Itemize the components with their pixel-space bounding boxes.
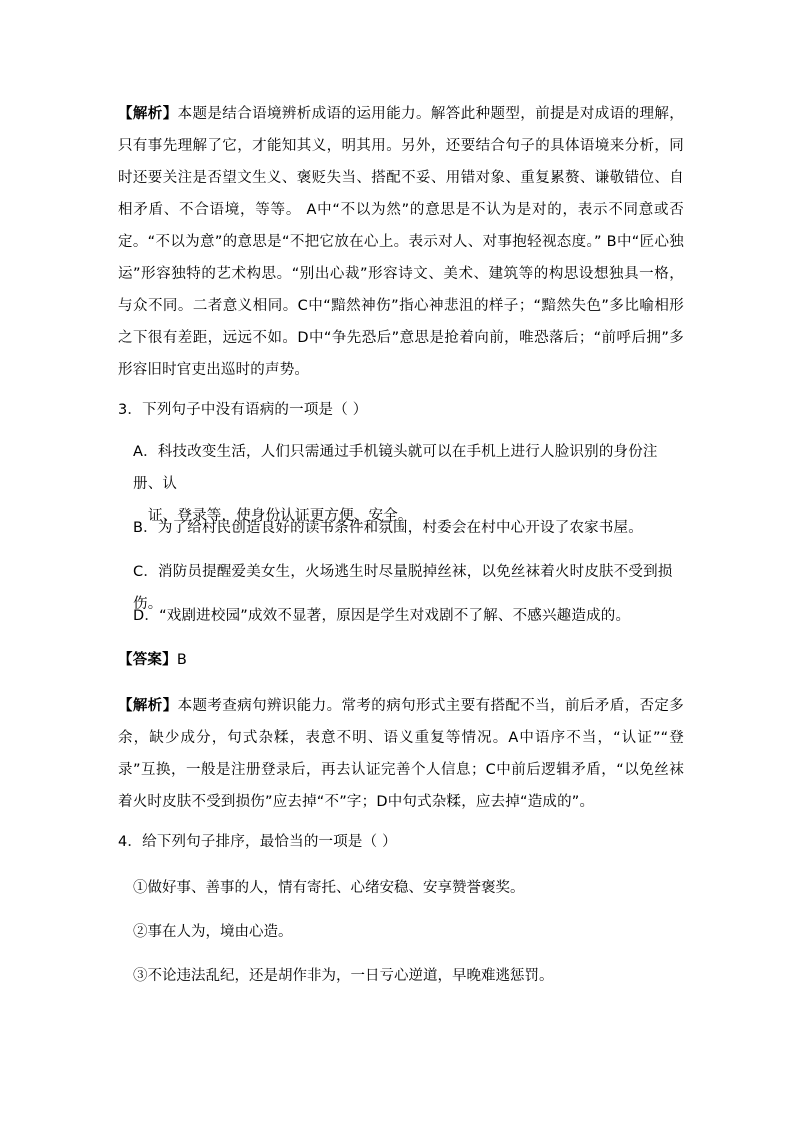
option-a-line-2: 证、登录等，使身份认证更方便、安全。 xyxy=(148,508,413,524)
analysis-text: 本题考查病句辨识能力。常考的病句形式主要有搭配不当，前后矛盾，否定多余，缺少成分，句式杂糅，表意不明、语义重复等情况。A中语序不当，“认证”“登录”互换，一般是注册登录后，再去认证完善个人信息；C中前后逻辑矛盾，“以免丝袜着火时皮肤不受到损伤”应去掉“不”字；D中句式杂糅，应去掉“造成的”。 xyxy=(118,698,684,810)
question-3-analysis xyxy=(118,690,684,818)
question-4-item-2: ②事在人为，境由心造。 xyxy=(133,924,293,940)
question-3-answer xyxy=(118,644,684,676)
question-4-stem: 4．给下列句子排序，最恰当的一项是（ ） xyxy=(118,834,397,850)
question-3-stem: 3．下列句子中没有语病的一项是（ ） xyxy=(118,402,368,418)
answer-value: B xyxy=(176,652,187,668)
analysis-text: 本题是结合语境辨析成语的运用能力。解答此种题型，前提是对成语的理解，只有事先理解了它，才能知其义，明其用。另外，还要结合句子的具体语境来分析，同时还要关注是否望文生义、褒贬失当、搭配不妥、用错对象、重复累赘、谦敬错位、自相矛盾、不合语境，等等。 A中“不以为然”的意思是不认为是对的，表示不同意或否定。“不以为意”的意思是“不把它放在心上。表示对人、对事抱轻视态度。” B中“匠心独运”形容独特的艺术构思。“别出心裁”形容诗文、美术、建筑等的构思设想独具一格，与众不同。二者意义相同。C中“黯然神伤”指心神悲沮的样子；“黯然失色”多比喻相形之下很有差距，远远不如。D中“争先恐后”意思是抢着向前，唯恐落后；“前呼后拥”多形容旧时官吏出巡时的声势。 xyxy=(118,106,684,378)
question-3-option-d: D．“戏剧进校园”成效不显著，原因是学生对戏剧不了解、不感兴趣造成的。 xyxy=(133,608,631,624)
option-a-line-1: A．科技改变生活，人们只需通过手机镜头就可以在手机上进行人脸识别的身份注册、认 xyxy=(133,444,658,492)
answer-tag: 【答案】 xyxy=(118,652,177,668)
question-4-item-3: ③不论违法乱纪，还是胡作非为，一日亏心逆道，早晚难逃惩罚。 xyxy=(133,968,554,984)
question-3-option-c: C．消防员提醒爱美女生，火场逃生时尽量脱掉丝袜，以免丝袜着火时皮肤不受到损伤。 xyxy=(133,564,673,612)
analysis-paragraph-1 xyxy=(118,98,684,386)
analysis-tag: 【解析】 xyxy=(118,698,178,714)
question-3-option-b: B．为了给村民创造良好的读书条件和氛围，村委会在村中心开设了农家书屋。 xyxy=(133,520,643,536)
analysis-tag: 【解析】 xyxy=(118,106,178,122)
question-4-item-1: ①做好事、善事的人，情有寄托、心绪安稳、安享赞誉褒奖。 xyxy=(133,880,525,896)
